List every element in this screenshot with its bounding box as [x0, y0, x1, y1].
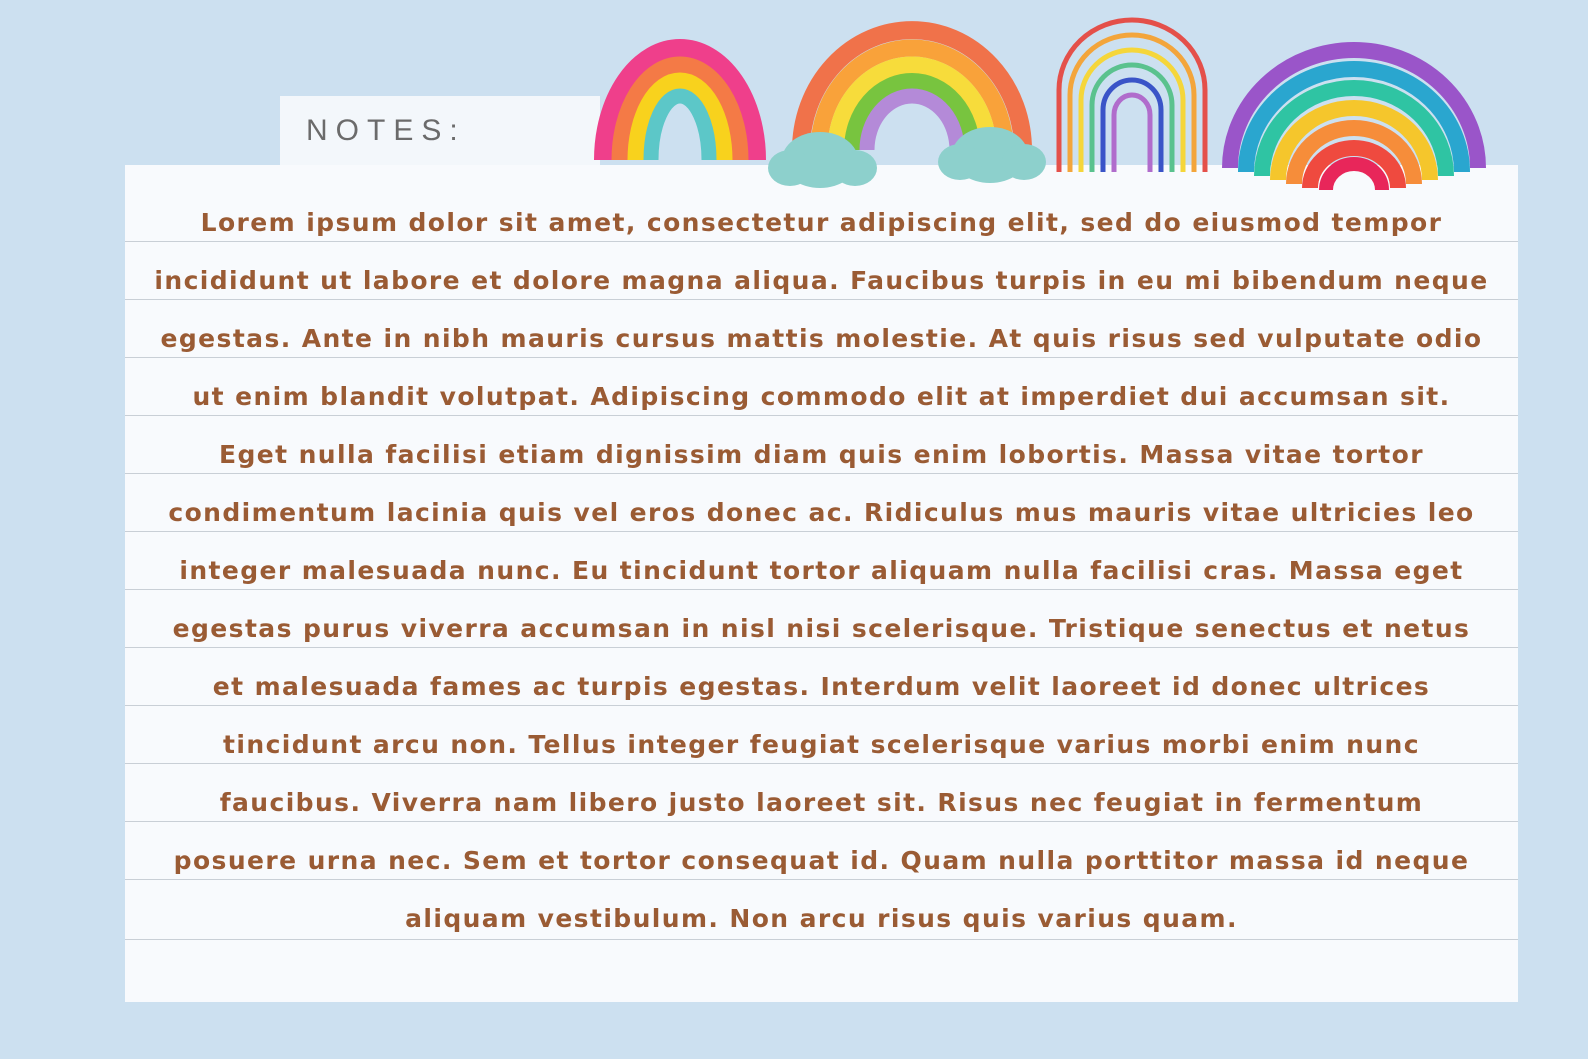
body-text-line: egestas purus viverra accumsan in nisl nisi scelerisque. Tristique senectus et netus [172, 614, 1471, 643]
body-text-line: aliquam vestibulum. Non arcu risus quis varius quam. [405, 904, 1238, 933]
body-text-line: ut enim blandit volutpat. Adipiscing commodo elit at imperdiet dui accumsan sit. [192, 382, 1451, 411]
body-text-line: Lorem ipsum dolor sit amet, consectetur adipiscing elit, sed do eiusmod tempor [200, 208, 1443, 237]
rainbow-icon [1230, 50, 1478, 190]
notes-label: NOTES: [306, 114, 466, 147]
body-text-line: tincidunt arcu non. Tellus integer feugiat scelerisque varius morbi enim nunc [223, 730, 1420, 759]
body-text-line: condimentum lacinia quis vel eros donec ac. Ridiculus mus mauris vitae ultricies leo [168, 498, 1475, 527]
body-text-line: faucibus. Viverra nam libero justo laoreet sit. Risus nec feugiat in fermentum [219, 788, 1424, 817]
rainbow-with-clouds-icon [768, 30, 1046, 188]
body-text-line: incididunt ut labore et dolore magna aliqua. Faucibus turpis in eu mi bibendum neque [154, 266, 1489, 295]
body-text-line: posuere urna nec. Sem et tortor consequat id. Quam nulla porttitor massa id neque [173, 846, 1470, 875]
rainbow-icon [603, 48, 757, 160]
body-text-line: egestas. Ante in nibh mauris cursus mattis molestie. At quis risus sed vulputate odio [160, 324, 1483, 353]
body-text-line: integer malesuada nunc. Eu tincidunt tortor aliquam nulla facilisi cras. Massa eget [179, 556, 1464, 585]
body-text-line: Eget nulla facilisi etiam dignissim diam quis enim lobortis. Massa vitae tortor [219, 440, 1424, 469]
body-text-line: et malesuada fames ac turpis egestas. Interdum velit laoreet id donec ultrices [212, 672, 1431, 701]
rainbow-icon [1059, 20, 1205, 172]
